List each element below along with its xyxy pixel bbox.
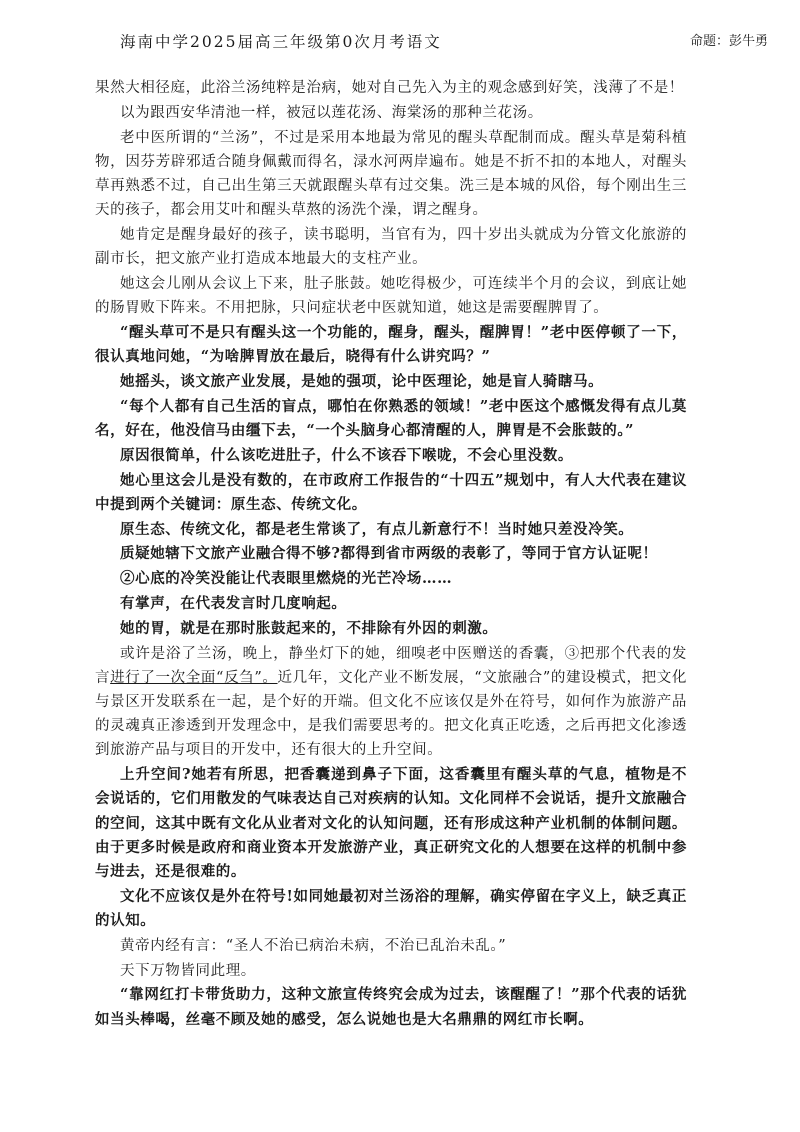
exam-author: 命题：彭牛勇 — [689, 34, 768, 49]
paragraph: “醒头草可不是只有醒头这一个功能的，醒身，醒头，醒脾胃！”老中医停顿了一下，很认真地问她，“为啥脾胃放在最后，晓得有什么讲究吗？” — [95, 324, 687, 366]
paragraph: 天下万物皆同此理。 — [120, 962, 256, 979]
paragraph: 文化不应该仅是外在符号!如同她最初对兰汤浴的理解，确实停留在字义上，缺乏真正的认知。 — [95, 887, 687, 929]
paragraph: 原生态、传统文化，都是老生常谈了，有点儿新意行不！当时她只差没冷笑。 — [120, 520, 634, 538]
paragraph: 原因很简单，什么该吃进肚子，什么不该吞下喉咙，不会心里没数。 — [120, 446, 573, 464]
paragraph: “每个人都有自己生活的盲点，哪怕在你熟悉的领域！”老中医这个感慨发得有点儿莫名，好在，他没信马由缰下去，“一个头脑身心都清醒的人，脾胃是不会胀鼓的。” — [95, 397, 687, 439]
paragraph: 黄帝内经有言：“圣人不治已病治未病，不治已乱治未乱。” — [120, 937, 507, 954]
paragraph: 老中医所谓的“兰汤”，不过是采用本地最为常见的醒头草配制而成。醒头草是菊科植物，因芬芳辟邪适合随身佩戴而得名，渌水河两岸遍布。她是不折不扣的本地人，对醒头草再熟悉不过，自己出生第三天就跟醒头草有过交集。洗三是本城的风俗，每个刚出生三天的孩子，都会用艾叶和醒头草熬的汤洗个澡，谓之醒身。 — [95, 129, 687, 219]
paragraph: “靠网红打卡带货助力，这种文旅宣传终究会成为过去，该醒醒了！”那个代表的话犹如当头棒喝，丝毫不顾及她的感受，怎么说她也是大名鼎鼎的网红市长啊。 — [95, 986, 687, 1028]
page-header — [120, 30, 768, 56]
paragraph: 她的胃，就是在那时胀鼓起来的，不排除有外因的刺激。 — [120, 619, 498, 637]
paragraph: 质疑她辖下文旅产业融合得不够?都得到省市两级的表彰了，等同于官方认证呢！ — [120, 545, 658, 563]
paragraph-text: 近几年，文化产业不断发展，“文旅融合”的建设模式，把文化与景区开发联系在一起，是个好的开端。但文化不应该仅是外在符号，如何作为旅游产品的灵魂真正渗透到开发理念中，是我们需要思考的。把文化真正吃透，之后再把文化渗透到旅游产品与项目的开发中，还有很大的上升空间。 — [95, 669, 688, 759]
paragraph: 果然大相径庭，此浴兰汤纯粹是治病，她对自己先入为主的观念感到好笑，浅薄了不是！ — [95, 80, 684, 96]
paragraph: 她肯定是醒身最好的孩子，读书聪明，当官有为，四十岁出头就成为分管文化旅游的副市长，把文旅产业打造成本地最大的支柱产业。 — [95, 227, 687, 268]
paragraph-with-underline — [95, 642, 687, 763]
exam-title: 海南中学2025届高三年级第0次月考语文 — [120, 33, 442, 51]
paragraph: ②心底的冷笑没能让代表眼里燃烧的光芒冷场…… — [120, 570, 453, 588]
paragraph: 以为跟西安华清池一样，被冠以莲花汤、海棠汤的那种兰花汤。 — [120, 104, 543, 121]
paragraph-text: 或许是浴了兰汤，晚上，静坐灯下的她，细嗅老中医赠送的香囊，③把那个代表的发言 — [95, 645, 687, 686]
article-body — [95, 76, 687, 1032]
paragraph: 上升空间?她若有所思，把香囊递到鼻子下面，这香囊里有醒头草的气息，植物是不会说话的，它们用散发的气味表达自己对疾病的认知。文化同样不会说话，提升文旅融合的空间，这其中既有文化从业者对文化的认知问题，还有形成这种产业机制的体制问题。由于更多时候是政府和商业资本开发旅游产业，真正研究文化的人想要在这样的机制中参与进去，还是很难的。 — [95, 766, 687, 880]
paragraph: 她摇头，谈文旅产业发展，是她的强项，论中医理论，她是盲人骑瞎马。 — [120, 373, 604, 390]
paragraph: 她心里这会儿是没有数的，在市政府工作报告的“十四五”规划中，有人大代表在建议中提到两个关键词：原生态、传统文化。 — [95, 471, 687, 513]
underlined-phrase: 进行了一次全面“反刍”。 — [110, 669, 278, 686]
paragraph: 她这会儿刚从会议上下来，肚子胀鼓。她吃得极少，可连续半个月的会议，到底让她的肠胃败下阵来。不用把脉，只问症状老中医就知道，她这是需要醒脾胃了。 — [95, 276, 687, 317]
paragraph: 有掌声，在代表发言时几度响起。 — [120, 594, 347, 612]
